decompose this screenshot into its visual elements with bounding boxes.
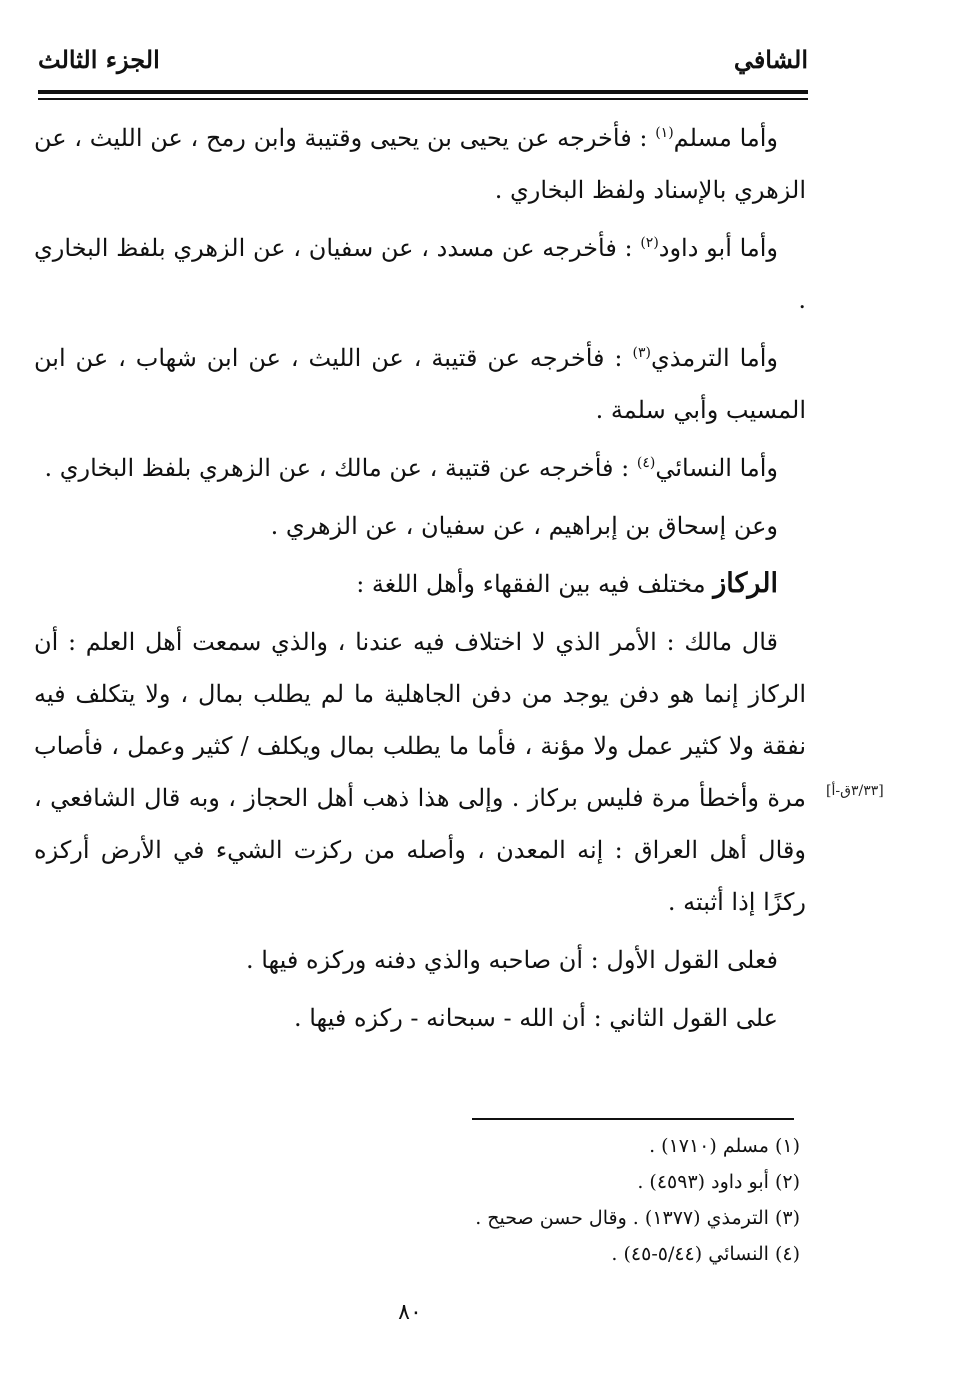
footnote-ref-2: (٢) [640,235,659,251]
paragraph-text: وأما الترمذي [650,344,779,372]
paragraph-nasai [34,442,806,494]
paragraph-text: : فأخرجه عن قتيبة ، عن الليث ، عن ابن شهاب ، عن ابن المسيب وأبي سلمة . [34,344,806,424]
footnotes [300,1128,800,1272]
footnote-2: (٢) أبو داود (٤٥٩٣) . [637,1171,800,1193]
page-number: ٨٠ [398,1300,422,1325]
footnote-3: (٣) الترمذي (١٣٧٧) . وقال حسن صحيح . [475,1207,800,1229]
paragraph-first-opinion: فعلى القول الأول : أن صاحبه والذي دفنه وركزه فيها . [245,946,778,974]
book-title: الشافي [733,45,808,74]
paragraph-text: : فأخرجه عن قتيبة ، عن مالك ، عن الزهري بلفظ البخاري . [44,454,637,482]
paragraph-second-opinion: على القول الثاني : أن الله - سبحانه - ركزه فيها . [293,1004,778,1032]
footnote-ref-3: (٣) [632,345,651,361]
paragraph-text: وأما مسلم [673,124,778,152]
paragraph-tirmidhi [34,332,806,436]
paragraph-text: : فأخرجه عن يحيى بن يحيى وقتيبة وابن رمح ، عن الليث ، عن الزهري بالإسناد ولفظ البخاري . [34,124,806,204]
footnote-ref-1: (١) [655,125,674,141]
header-rule-thin [38,98,808,100]
volume-title: الجزء الثالث [38,45,160,74]
paragraph-ishaq: وعن إسحاق بن إبراهيم ، عن سفيان ، عن الزهري . [270,512,778,540]
paragraph-rikaz-heading [34,558,806,610]
paragraph-text: مختلف فيه بين الفقهاء وأهل اللغة : [356,570,714,598]
main-text [34,112,806,1050]
header-rule-thick [38,90,808,94]
term-rikaz: الركاز [713,568,778,599]
paragraph-muslim [34,112,806,216]
paragraph-text: وأما أبو داود [658,234,779,262]
manuscript-margin-note: [٣/٣٣ق-أ] [826,783,884,799]
running-header [38,45,808,85]
paragraph-malik: قال مالك : الأمر الذي لا اختلاف فيه عندنا ، والذي سمعت أهل العلم : أن الركاز إنما هو دفن يوجد من دفن الجاهلية ما لم يطلب بمال ، ولا يتكلف فيه نفقة ولا كثير عمل ولا مؤنة ، فأما ما يطلب بمال ويكلف / كثير وعمل ، فأصاب مرة وأخطأ مرة فليس بركاز . وإلى هذا ذهب أهل الحجاز ، وبه قال الشافعي ، وقال أهل العراق : إنه المعدن ، وأصله من ركزت الشيء في الأرض أركزه ركزًا إذا أثبته . [34,628,806,916]
footnote-rule [472,1118,794,1120]
footnote-4: (٤) النسائي (٥/٤٤-٤٥) . [611,1243,800,1265]
paragraph-text: : فأخرجه عن مسدد ، عن سفيان ، عن الزهري بلفظ البخاري . [34,234,806,314]
footnote-1: (١) مسلم (١٧١٠) . [649,1135,800,1157]
paragraph-abu-dawud [34,222,806,326]
paragraph-text: وأما النسائي [655,454,778,482]
footnote-ref-4: (٤) [636,455,656,471]
